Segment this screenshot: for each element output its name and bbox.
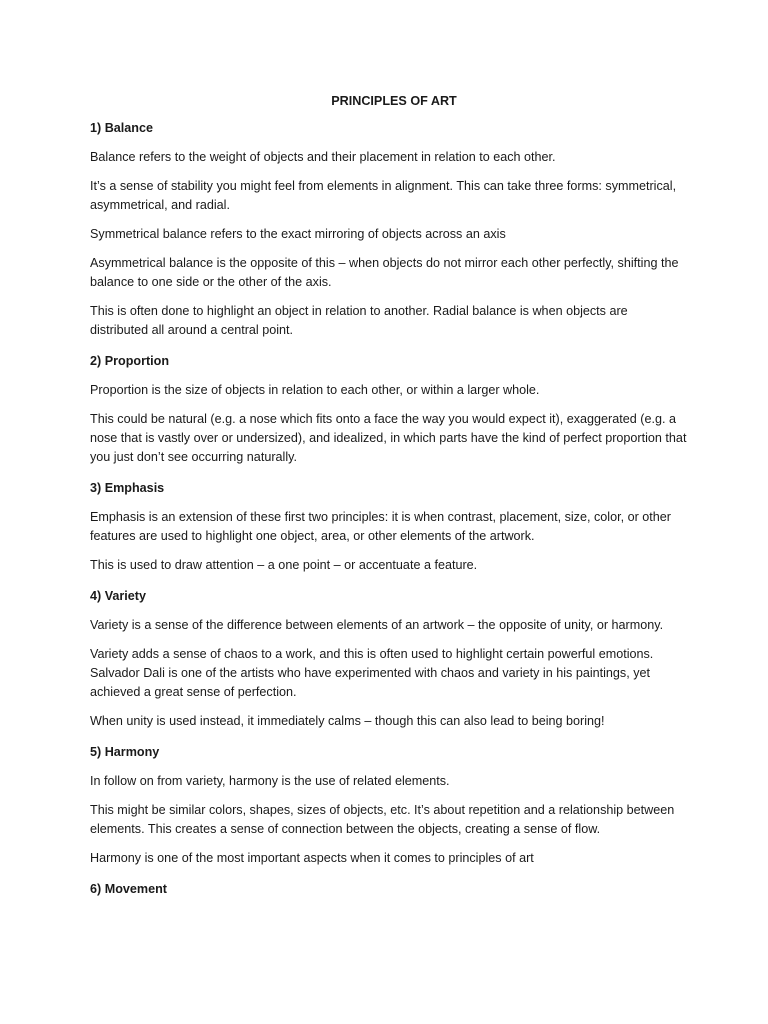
paragraph: Balance refers to the weight of objects and their placement in relation to each other. bbox=[90, 150, 556, 164]
paragraph: Emphasis is an extension of these first two principles: it is when contrast, placement, size, color, or other features are used to highlight one object, area, or other elements of the artwork. bbox=[90, 510, 671, 543]
section-heading-emphasis: 3) Emphasis bbox=[90, 481, 165, 495]
paragraph: In follow on from variety, harmony is the use of related elements. bbox=[90, 774, 450, 788]
paragraph: Variety is a sense of the difference between elements of an artwork – the opposite of unity, or harmony. bbox=[90, 618, 664, 632]
section-heading-movement: 6) Movement bbox=[90, 882, 167, 896]
paragraph: Symmetrical balance refers to the exact mirroring of objects across an axis bbox=[90, 227, 506, 241]
paragraph: Asymmetrical balance is the opposite of this – when objects do not mirror each other perfectly, shifting the balance to one side or the other of the axis. bbox=[90, 256, 679, 289]
paragraph: It’s a sense of stability you might feel from elements in alignment. This can take three forms: symmetrical, asymmetrical, and radial. bbox=[90, 179, 677, 212]
paragraph: This is often done to highlight an object in relation to another. Radial balance is when objects are distributed all around a central point. bbox=[90, 304, 628, 337]
paragraph: Proportion is the size of objects in relation to each other, or within a larger whole. bbox=[90, 383, 540, 397]
document-title: PRINCIPLES OF ART bbox=[331, 94, 457, 108]
section-heading-harmony: 5) Harmony bbox=[90, 745, 160, 759]
paragraph: Variety adds a sense of chaos to a work, and this is often used to highlight certain powerful emotions. Salvador Dali is one of the artists who have experimented with chaos and variety in his paintings, yet achieved a great sense of perfection. bbox=[90, 647, 654, 699]
paragraph: Harmony is one of the most important aspects when it comes to principles of art bbox=[90, 851, 534, 865]
paragraph: When unity is used instead, it immediately calms – though this can also lead to being boring! bbox=[90, 714, 605, 728]
section-heading-variety: 4) Variety bbox=[90, 589, 147, 603]
paragraph: This is used to draw attention – a one point – or accentuate a feature. bbox=[90, 558, 478, 572]
paragraph: This might be similar colors, shapes, sizes of objects, etc. It’s about repetition and a relationship between elements. This creates a sense of connection between the objects, creating a sense of flow. bbox=[90, 803, 675, 836]
section-heading-proportion: 2) Proportion bbox=[90, 354, 170, 368]
section-heading-balance: 1) Balance bbox=[90, 121, 153, 135]
paragraph: This could be natural (e.g. a nose which fits onto a face the way you would expect it), exaggerated (e.g. a nose that is vastly over or undersized), and idealized, in which parts have the kind of perfect proportion that you just don’t see occurring naturally. bbox=[90, 412, 687, 464]
